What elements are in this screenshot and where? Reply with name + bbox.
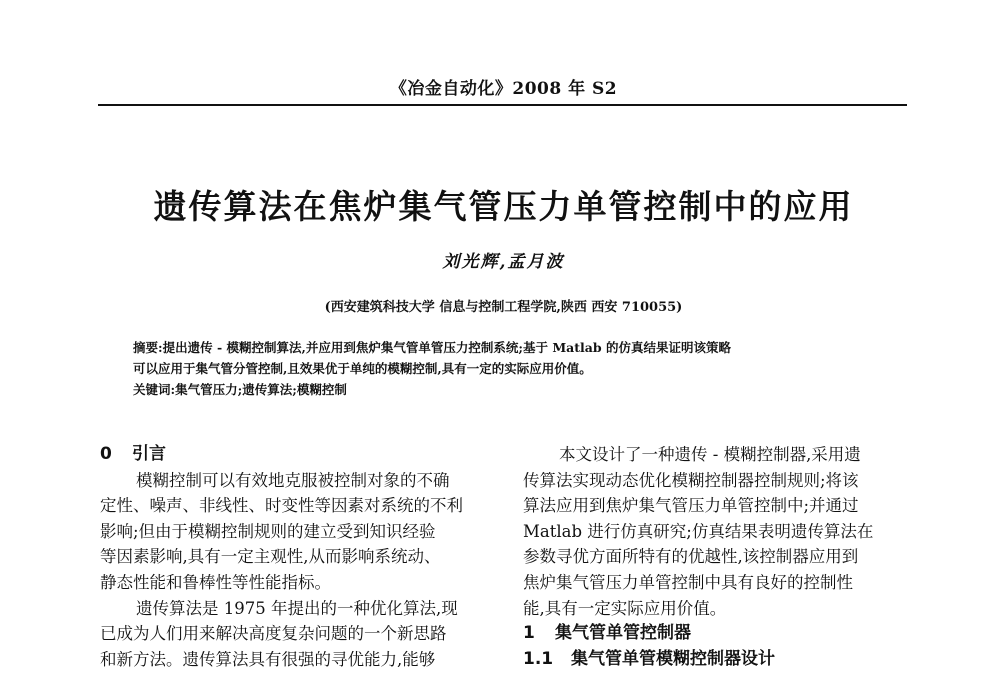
paper-affiliation: (西安建筑科技大学 信息与控制工程学院,陕西 西安 710055) (324, 300, 683, 315)
section-heading-1-1 (523, 647, 908, 673)
body-line: 影响;但由于模糊控制规则的建立受到知识经验 (100, 521, 436, 541)
section-heading-1 (523, 621, 908, 647)
section-title: 集气管单管模糊控制器设计 (571, 648, 775, 669)
paper-authors: 刘光辉,孟月波 (442, 252, 565, 272)
body-line: 已成为人们用来解决高度复杂问题的一个新思路 (100, 624, 447, 644)
section-number: 1 (523, 623, 535, 644)
journal-header: 《冶金自动化》2008 年 S2 (389, 79, 618, 99)
abstract-line: 可以应用于集气管分管控制,且效果优于单纯的模糊控制,具有一定的实际应用价值。 (133, 361, 592, 376)
header-rule (98, 104, 907, 106)
abstract-line: 摘要:提出遗传 - 模糊控制算法,并应用到焦炉集气管单管压力控制系统;基于 Matlab 的仿真结果证明该策略 (133, 340, 731, 355)
body-line: Matlab 进行仿真研究;仿真结果表明遗传算法在 (523, 521, 874, 541)
body-line: 传算法实现动态优化模糊控制器控制规则;将该 (523, 470, 859, 490)
keywords-line: 关键词:集气管压力;遗传算法;模糊控制 (133, 382, 347, 397)
section-number: 0 (100, 444, 112, 464)
abstract-block (133, 337, 878, 400)
body-line: 参数寻优方面所特有的优越性,该控制器应用到 (523, 547, 859, 567)
body-line: 等因素影响,具有一定主观性,从而影响系统动、 (100, 547, 441, 567)
paper-title: 遗传算法在焦炉集气管压力单管控制中的应用 (153, 187, 854, 226)
left-column (100, 442, 485, 672)
section-title: 引言 (132, 444, 166, 464)
body-line: 遗传算法是 1975 年提出的一种优化算法,现 (136, 598, 458, 618)
body-line: 和新方法。遗传算法具有很强的寻优能力,能够 (100, 649, 436, 669)
body-line: 定性、噪声、非线性、时变性等因素对系统的不利 (100, 496, 463, 516)
body-line: 模糊控制可以有效地克服被控制对象的不确 (136, 470, 450, 490)
body-line: 焦炉集气管压力单管控制中具有良好的控制性 (523, 572, 853, 592)
section-heading-0 (100, 442, 485, 468)
right-column (523, 442, 908, 672)
section-number: 1.1 (523, 648, 554, 669)
body-line: 能,具有一定实际应用价值。 (523, 598, 727, 618)
body-line: 静态性能和鲁棒性等性能指标。 (100, 572, 331, 592)
section-title: 集气管单管控制器 (555, 623, 691, 644)
body-line: 算法应用到焦炉集气管压力单管控制中;并通过 (523, 496, 859, 516)
body-line: 本文设计了一种遗传 - 模糊控制器,采用遗 (559, 445, 861, 464)
